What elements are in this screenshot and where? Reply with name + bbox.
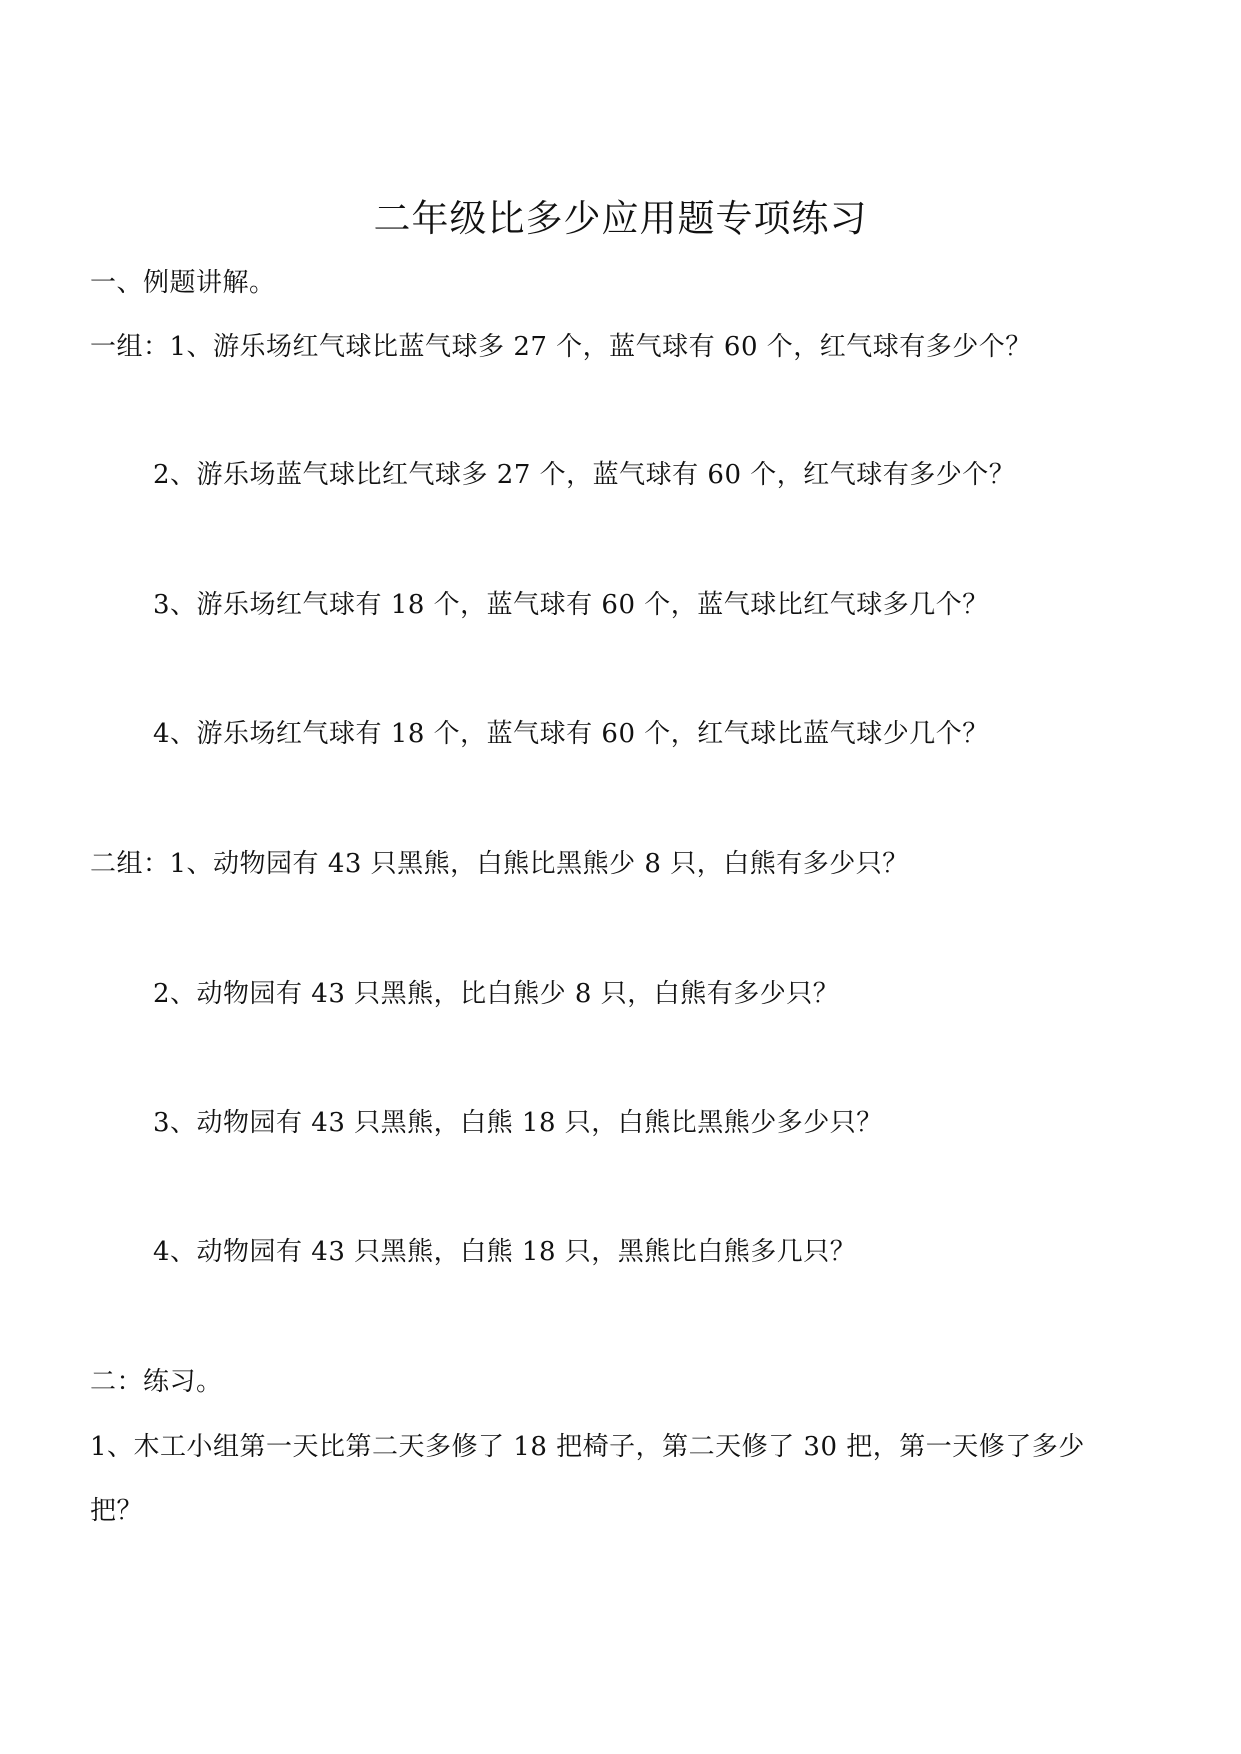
group1-item-1-text: 1、游乐场红气球比蓝气球多 27 个，蓝气球有 60 个，红气球有多少个？: [169, 332, 1032, 362]
page-title: 二年级比多少应用题专项练习: [373, 197, 868, 240]
group1-item-3: 3、游乐场红气球有 18 个，蓝气球有 60 个，蓝气球比红气球多几个？: [153, 590, 989, 620]
exercise-1-line-2: 把？: [90, 1496, 144, 1526]
group2-item-1-text: 1、动物园有 43 只黑熊，白熊比黑熊少 8 只，白熊有多少只？: [169, 849, 909, 879]
group2-item-3: 3、动物园有 43 只黑熊，白熊 18 只，白熊比黑熊少多少只？: [153, 1108, 883, 1138]
group1-item-2: 2、游乐场蓝气球比红气球多 27 个，蓝气球有 60 个，红气球有多少个？: [153, 460, 1016, 490]
group1-label: 一组：: [90, 332, 170, 362]
group2-item-1: [90, 847, 909, 881]
section1-heading: 一、例题讲解。: [90, 268, 276, 298]
exercise-1-line-1: 1、木工小组第一天比第二天多修了 18 把椅子，第二天修了 30 把，第一天修了多少: [90, 1432, 1085, 1462]
group2-item-2: 2、动物园有 43 只黑熊，比白熊少 8 只，白熊有多少只？: [153, 979, 840, 1009]
group2-item-4: 4、动物园有 43 只黑熊，白熊 18 只，黑熊比白熊多几只？: [153, 1237, 857, 1267]
section2-heading: 二：练习。: [90, 1367, 223, 1397]
group1-item-4: 4、游乐场红气球有 18 个，蓝气球有 60 个，红气球比蓝气球少几个？: [153, 719, 989, 749]
group2-label: 二组：: [90, 849, 170, 879]
group1-item-1: [90, 330, 1032, 364]
